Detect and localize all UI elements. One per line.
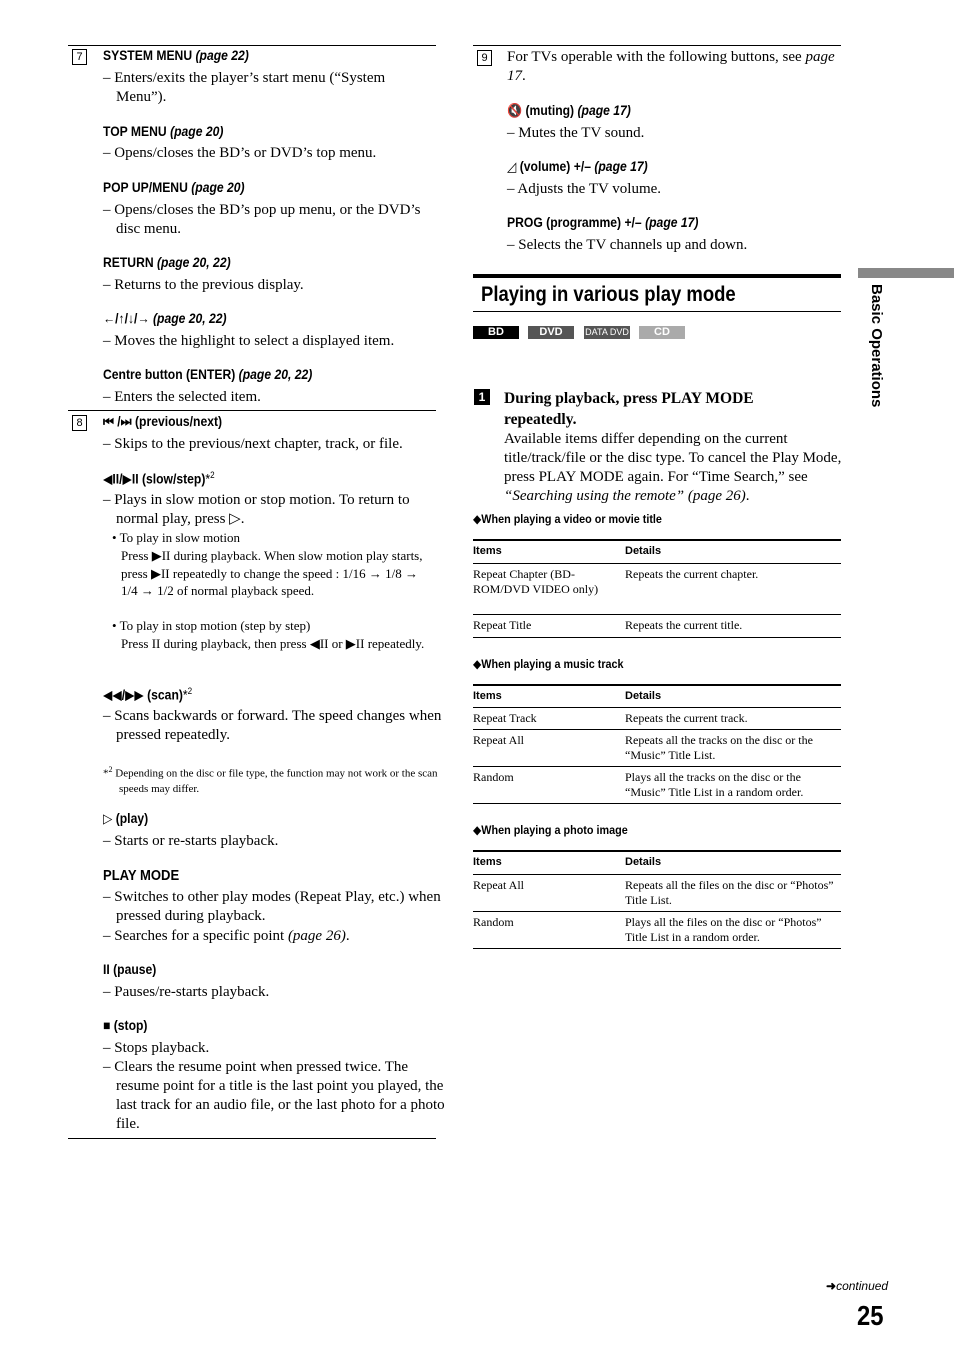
section-rule [473,274,841,278]
stop-motion-bullet: • To play in stop motion (step by step) [112,618,311,633]
music-col-items: Items [473,690,502,702]
slow-motion-text: Press ▶II during playback. When slow motion play starts, press ▶II repeatedly to change the speed : 1/16 → 1/8 → 1/4 → 1/2 of normal playback speed. [121,548,423,598]
page-number: 25 [857,1300,884,1331]
music-row-1-detail: Repeats the current track. [625,711,748,725]
footnote: *$^2$ Depending on the disc or file type, the function may not work or the scan speeds may differ. [103,765,438,796]
item-7-marker: 7 [72,47,87,65]
scan-heading: ◀◀/▶▶ (scan)*$^2$ [103,686,193,703]
photo-col-items: Items [473,856,502,868]
play-mode-desc-1: – Switches to other play modes (Repeat Play, etc.) when pressed during playback. [103,889,441,924]
centre-button-heading: Centre button (ENTER) (page 20, 22) [103,367,313,382]
volume-heading: ◿ (volume) +/– (page 17) [507,159,648,174]
play-heading: ▷ (play) [103,811,149,826]
scan-desc: – Scans backwards or forward. The speed changes when pressed repeatedly. [103,708,442,743]
video-row-2-detail: Repeats the current title. [625,618,743,632]
muting-desc: – Mutes the TV sound. [507,125,645,141]
arrows-heading: ←/↑/↓/→ (page 20, 22) [103,311,227,326]
pause-heading: II (pause) [103,962,157,977]
photo-row-2-item: Random [473,915,514,929]
video-row-1-item: Repeat Chapter (BD-ROM/DVD VIDEO only) [473,567,599,596]
play-desc: – Starts or re-starts playback. [103,833,279,849]
slow-motion-bullet: • To play in slow motion [112,530,240,545]
photo-col-details: Details [625,856,662,868]
photo-row-1-detail: Repeats all the files on the disc or “Photos” Title List. [625,878,834,907]
music-row-3-item: Random [473,770,514,784]
slow-step-desc: – Plays in slow motion or stop motion. To return to normal play, press ▷. [103,492,410,527]
volume-desc: – Adjusts the TV volume. [507,181,662,197]
arrows-desc: – Moves the highlight to select a displayed item. [103,333,395,349]
play-mode-desc-2: – Searches for a specific point (page 26). [103,928,350,944]
step-1-marker: 1 [474,389,490,405]
badge-dvd: DVD [528,326,574,339]
photo-row-2-detail: Plays all the files on the disc or “Photos” Title List in a random order. [625,915,822,944]
stop-desc-2: – Clears the resume point when pressed twice. The resume point for a title is the last point you played, the last track for an audio file, or the last photo for a photo file. [103,1059,445,1132]
return-desc: – Returns to the previous display. [103,277,304,293]
side-tab: Basic Operations [868,284,885,408]
system-menu-heading: SYSTEM MENU (page 22) [103,48,249,63]
photo-row-1-item: Repeat All [473,878,524,892]
music-col-details: Details [625,690,662,702]
pause-desc: – Pauses/re-starts playback. [103,984,270,1000]
tv-buttons-intro: For TVs operable with the following buttons, see page 17. [507,49,835,84]
photo-table-heading: ◆When playing a photo image [473,823,628,837]
music-row-2-item: Repeat All [473,733,524,747]
stop-motion-text: Press II during playback, then press ◀II or ▶II repeatedly. [121,636,425,651]
slow-step-heading: ◀II/▶II (slow/step)*$^2$ [103,470,215,487]
section-title: Playing in various play mode [481,283,736,306]
badge-data-dvd: DATA DVD [585,327,629,337]
video-col-items: Items [473,545,502,557]
video-row-1-detail: Repeats the current chapter. [625,567,759,581]
prog-heading: PROG (programme) +/– (page 17) [507,215,699,230]
centre-button-desc: – Enters the selected item. [103,389,261,405]
top-menu-heading: TOP MENU (page 20) [103,124,224,139]
badge-bd: BD [473,326,519,339]
stop-desc-1: – Stops playback. [103,1040,210,1056]
item-8-marker: 8 [72,413,87,431]
item-9-marker: 9 [477,48,492,66]
music-row-2-detail: Repeats all the tracks on the disc or the “Music” Title List. [625,733,813,762]
side-tab-bar [858,268,954,278]
top-menu-desc: – Opens/closes the BD’s or DVD’s top menu. [103,145,377,161]
prev-next-desc: – Skips to the previous/next chapter, track, or file. [103,436,403,452]
continued-arrow-icon: ➜ [826,1279,837,1293]
prog-desc: – Selects the TV channels up and down. [507,237,748,253]
popup-menu-desc: – Opens/closes the BD’s pop up menu, or the DVD’s disc menu. [103,202,421,237]
muting-heading: 🔇 (muting) (page 17) [507,103,631,118]
stop-heading: ■ (stop) [103,1018,148,1033]
return-heading: RETURN (page 20, 22) [103,255,231,270]
continued-label: ➜continued [826,1279,889,1293]
music-row-1-item: Repeat Track [473,711,537,725]
popup-menu-heading: POP UP/MENU (page 20) [103,180,245,195]
music-row-3-detail: Plays all the tracks on the disc or the “Music” Title List in a random order. [625,770,804,799]
play-mode-heading: PLAY MODE [103,868,180,884]
step-1-body: Available items differ depending on the current title/track/file or the disc type. To cancel the Play Mode, press PLAY MODE again. For “Time Search,” see “Searching using the remote” (page 26). [504,431,842,504]
video-col-details: Details [625,545,662,557]
step-1-title: During playback, press PLAY MODE repeatedly. [504,390,754,428]
prev-next-heading: ⏮ /⏭ (previous/next) [103,414,223,429]
badge-cd: CD [639,326,685,339]
music-table-heading: ◆When playing a music track [473,657,624,671]
video-row-2-item: Repeat Title [473,618,532,632]
system-menu-desc: – Enters/exits the player’s start menu (“System Menu”). [103,70,386,105]
video-table-heading: ◆When playing a video or movie title [473,512,662,526]
